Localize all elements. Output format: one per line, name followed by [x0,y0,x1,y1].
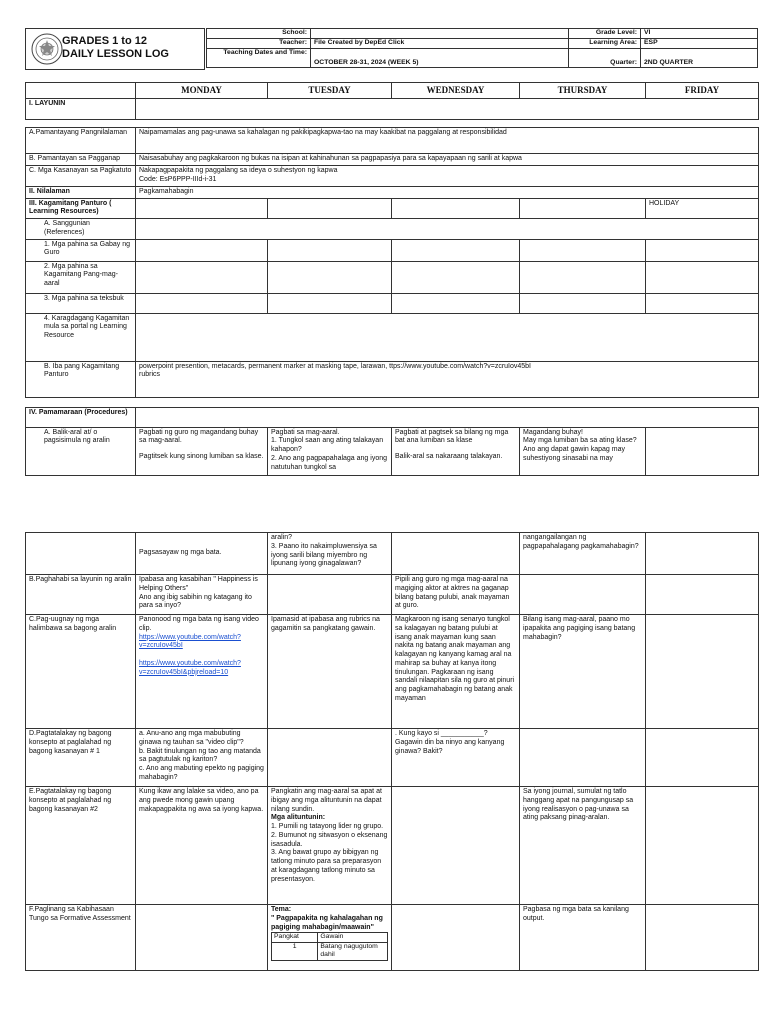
f-mon [136,905,268,971]
nilalaman-label: II. Nilalaman [26,186,136,198]
teks-wed [392,293,520,313]
school-label: School: [207,29,311,39]
d-thu [520,729,646,787]
b-thu [520,575,646,615]
cont-fri [646,533,759,575]
nilalaman-value: Pagkamahabagin [136,186,759,198]
video-link-2[interactable]: https://www.youtube.com/watch?v=zcruIov45bI&pbjreload=10 [139,660,241,676]
f-fri [646,905,759,971]
kagamitan-label: III. Kagamitang Panturo ( Learning Resources) [26,198,136,219]
b-wed: Pipili ang guro ng mga mag-aaral na magiging aktor at aktres na gaganap bilang batang pulubi, anak mayaman at guro. [392,575,520,615]
kag-wed [392,261,520,293]
kag-tue [268,261,392,293]
cont-tue: aralin? 3. Paano ito nakaimpluwensiya sa iyong sarili bilang miyembro ng lipunang iyong ginagalawan? [268,533,392,575]
area-value: ESP [641,39,758,49]
day-tuesday: TUESDAY [268,83,392,99]
gawain-text: Batang nagugutom dahil [318,942,388,960]
b-fri [646,575,759,615]
karagdagang-label: 4. Karagdagang Kagamitan mula sa portal ng Learning Resource [26,313,136,361]
f-thu: Pagbasa ng mga bata sa kanilang output. [520,905,646,971]
area-label: Learning Area: [569,39,641,49]
title-line1: GRADES 1 to 12 [62,35,147,47]
gabay-thu [520,239,646,261]
iba-value [136,361,759,397]
c-fri [646,615,759,729]
pamamaraan-label: IV. Pamamaraan (Procedures) [26,407,136,427]
kagamitan-tue [268,198,392,219]
d-mon: a. Anu-ano ang mga mabubuting ginawa ng tauhan sa "video clip"? b. Bakit tinulungan ng tao ang matanda sa pagtutulak ng kariton? c. Ano ang mabuting epekto ng pagiging mahabagin? [136,729,268,787]
day-thursday: THURSDAY [520,83,646,99]
pamamaraan-value [136,407,759,427]
iba-rubrics: rubrics [139,371,161,379]
e-tue-list: 1. Pumili ng tatayong lider ng grupo. 2. Bumunot ng sitwasyon o eksenang isasadula. 3. Ang bawat grupo ay bibigyan ng tatlong minuto para sa preparasyon at karagdagang tatlong minuto sa presentasyon. [271,823,388,883]
kasanayan-code: Code: EsP6PPP-IIId-i-31 [139,176,217,183]
d-tue [268,729,392,787]
cont-wed [392,533,520,575]
balik-label: A. Balik-aral at/ o pagsisimula ng aralin [26,427,136,475]
c-wed: Magkaroon ng isang senaryo tungkol sa kalagayan ng batang pulubi at isang anak mayaman kung saan nakita ng batang anak mayaman ang kalagayan ng kanyang kamag aral na mahirap sa buhay at kanya itong tinulungan. Pagkaraan ng isang sandali nilaapitan sila ng guro at pinuri ang pagkamahabagin ng batang anak mayaman [392,615,520,729]
cont-mon: Pagsasayaw ng mga bata. [136,533,268,575]
e-tue-intro: Pangkatin ang mag-aaral sa apat at ibigay ang mga alituntunin na dapat nilang sundin. [271,788,382,813]
d-wed: . Kung kayo si ___________? Gagawin din ba ninyo ang kanyang ginawa? Bakit? [392,729,520,787]
layunin-value [136,99,759,120]
pamantayang-value: Naipamamalas ang pag-unawa sa kahalagan ng pakikipagkapwa-tao na may kaakibat na paggalang at responsibilidad [136,128,759,154]
spacer [26,120,759,128]
e-label: E.Pagtatalakay ng bagong konsepto at paglalahad ng bagong kasanayan #2 [26,787,136,905]
cont-label [26,533,136,575]
teacher-value: File Created by DepEd Click [311,39,569,49]
c-mon-text: Panonood ng mga bata ng isang video clip. [139,616,259,632]
dates-label: Teaching Dates and Time: [207,49,311,68]
day-header-row [26,83,759,99]
balik-wed-1: Pagbati at pagtsek sa bilang ng mga bat ana lumiban sa klase [395,428,509,445]
b-tue [268,575,392,615]
f-tue-tema: Tema: [271,906,292,913]
grade-label: Grade Level: [569,29,641,39]
sanggunian-value [136,219,759,240]
gabay-mon [136,239,268,261]
teks-tue [268,293,392,313]
layunin-label: I. LAYUNIN [26,99,136,120]
kagamitang-mag-label: 2. Mga pahina sa Kagamitang Pang-mag-aaral [26,261,136,293]
kag-thu [520,261,646,293]
b-label: B.Paghahabi sa layunin ng aralin [26,575,136,615]
balik-mon-1: Pagbati ng guro ng magandang buhay sa mag-aaral. [139,428,259,445]
title-line2: DAILY LESSON LOG [62,47,169,60]
e-fri [646,787,759,905]
day-friday: FRIDAY [646,83,759,99]
balik-thu: Magandang buhay! May mga lumiban ba sa ating klase? Ano ang dapat gawin kapag may suhestiyong sinasabi na may [520,427,646,475]
f-wed [392,905,520,971]
iba-label: B. Iba pang Kagamitang Panturo [26,361,136,397]
balik-mon-2: Pagtitsek kung sinong lumiban sa klase. [139,453,264,460]
dates-value: OCTOBER 28-31, 2024 (WEEK 5) [311,49,569,68]
lesson-table-page1 [25,82,759,476]
gabay-fri [646,239,759,261]
kasanayan-label: C. Mga Kasanayan sa Pagkatuto [26,166,136,187]
lesson-table-page2 [25,532,759,971]
f-tue [268,905,392,971]
balik-tue: Pagbati sa mag-aaral. 1. Tungkol saan ang ating talakayan kahapon? 2. Ano ang pagpapahalaga ang iyong natutuhan tungkol sa [268,427,392,475]
info-table [206,28,758,68]
teksbuk-label: 3. Mga pahina sa teksbuk [26,293,136,313]
b-mon: Ipabasa ang kasabihan " Happiness is Helping Others" Ano ang ibig sabihin ng katagang ito para sa inyo? [136,575,268,615]
teks-thu [520,293,646,313]
e-tue-head: Mga alituntunin: [271,814,326,822]
kag-mon [136,261,268,293]
day-header-blank [26,83,136,99]
pangkat-num: 1 [272,942,318,960]
kasanayan-text: Nakapagpapakita ng paggalang sa ideya o suhestyon ng kapwa [139,167,338,175]
quarter-value: 2ND QUARTER [641,49,758,68]
balik-mon [136,427,268,475]
kagamitan-wed [392,198,520,219]
title [62,35,169,60]
pagganap-label: B. Pamantayan sa Pagganap [26,154,136,166]
sanggunian-label: A. Sanggunian (References) [26,219,136,240]
pagganap-value: Naisasabuhay ang pagkakaroon ng bukas na isipan at kahinahunan sa pagpapasiya para sa kapayapaan ng sarili at kapwa [136,154,759,166]
day-monday: MONDAY [136,83,268,99]
kag-fri [646,261,759,293]
e-tue [268,787,392,905]
spacer [26,397,759,407]
school-value [311,29,569,39]
gabay-tue [268,239,392,261]
c-label: C.Pag-uugnay ng mga halimbawa sa bagong aralin [26,615,136,729]
cont-thu: nangangailangan ng pagpapahalagang pagkamahabagin? [520,533,646,575]
teacher-label: Teacher: [207,39,311,49]
c-tue: Ipamasid at ipabasa ang rubrics na gagamitin sa pangkatang gawain. [268,615,392,729]
c-mon [136,615,268,729]
karagdagang-value [136,313,759,361]
e-thu: Sa iyong journal, sumulat ng tatlo hanggang apat na pangungusap sa iyong realisasyon o pag-unawa sa ating paksang pinag-aralan. [520,787,646,905]
balik-wed-2: Balik-aral sa nakaraang talakayan. [395,453,503,460]
pamantayang-label: A.Pamantayang Pangnilalaman [26,128,136,154]
lesson-log-header [25,28,757,72]
gabay-wed [392,239,520,261]
pangkat-table [271,932,388,960]
balik-fri [646,427,759,475]
kasanayan-value [136,166,759,187]
iba-text: powerpoint presention, metacards, permanent marker at masking tape, larawan, ttps://www.youtube.com/watch?v=zcruIov45bI [139,362,531,370]
e-wed [392,787,520,905]
holiday-label: HOLIDAY [646,198,759,219]
grade-value: VI [641,29,758,39]
teks-mon [136,293,268,313]
f-tue-title: " Pagpapakita ng kahalagahan ng pagiging mahabagin/maawain" [271,914,383,931]
teks-fri [646,293,759,313]
day-wednesday: WEDNESDAY [392,83,520,99]
gawain-header: Gawain [318,933,388,942]
kagamitan-thu [520,198,646,219]
kagamitan-mon [136,198,268,219]
balik-wed [392,427,520,475]
video-link-1[interactable]: https://www.youtube.com/watch?v=zcruIov45bI [139,633,241,650]
d-label: D.Pagtatalakay ng bagong konsepto at paglalahad ng bagong kasanayan # 1 [26,729,136,787]
e-mon: Kung ikaw ang lalake sa video, ano pa ang pwede mong gawin upang makapagpakita ng awa sa iyong kapwa. [136,787,268,905]
d-fri [646,729,759,787]
c-thu: Bilang isang mag-aaral, paano mo ipapakita ang pagiging isang batang mahabagin? [520,615,646,729]
gabay-label: 1. Mga pahina sa Gabay ng Guro [26,239,136,261]
deped-seal-icon [31,33,63,65]
quarter-label: Quarter: [569,49,641,68]
f-label: F.Paglinang sa Kabihasaan Tungo sa Formative Assessment [26,905,136,971]
title-box [25,28,205,70]
pangkat-header: Pangkat [272,933,318,942]
